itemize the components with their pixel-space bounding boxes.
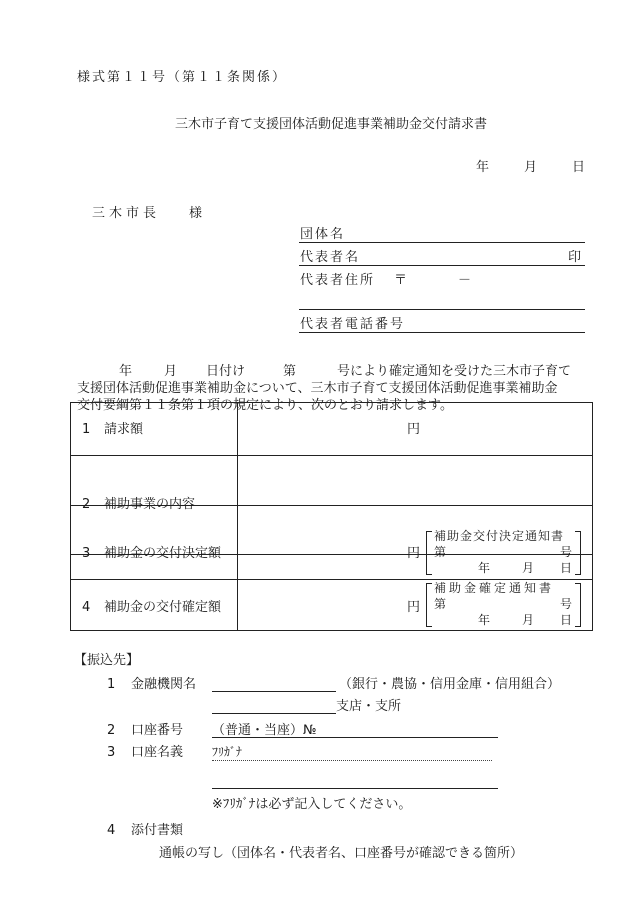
rep-name-field[interactable] — [299, 265, 585, 266]
row4-notice-no-prefix: 第 — [434, 597, 447, 611]
transfer-heading: 【振込先】 — [74, 653, 140, 668]
request-amount-field[interactable] — [237, 403, 592, 454]
body-line3: 交付要綱第１１条第１項の規定により、次のとおり請求します。 — [77, 398, 453, 413]
row3-notice-no-suffix: 号 — [560, 545, 573, 559]
postal-dash: － — [458, 273, 472, 288]
row4-day: 日 — [560, 613, 573, 627]
furigana-field[interactable] — [212, 760, 492, 761]
row4-yen: 円 — [407, 600, 421, 615]
row3-day: 日 — [560, 561, 573, 575]
body-line1-rest: 号により確定通知を受けた三木市子育て — [337, 364, 572, 379]
row3-notice-title: 補助金交付決定通知書 — [434, 529, 565, 543]
row4-label: 補助金の交付確定額 — [104, 600, 222, 615]
bank-name-field[interactable] — [212, 691, 336, 692]
row3-label: 補助金の交付決定額 — [104, 546, 222, 561]
transfer-item4-number: 4 — [107, 823, 116, 838]
row3-month: 月 — [522, 561, 535, 575]
row4-bracket-left — [426, 583, 432, 627]
row3-bracket-right — [575, 531, 581, 575]
address-label: 代表者住所 — [300, 273, 376, 288]
row4-notice-no-suffix: 号 — [560, 597, 573, 611]
row1-number: 1 — [82, 422, 91, 437]
transfer-item2-number: 2 — [107, 723, 116, 738]
row1-yen: 円 — [407, 422, 421, 437]
account-type-options: （普通・当座）№ — [212, 723, 317, 738]
row3-number: 3 — [82, 546, 91, 561]
addressee-honorific: 様 — [189, 206, 203, 221]
address-field[interactable] — [299, 309, 585, 310]
account-holder-label: 口座名義 — [131, 745, 184, 760]
date-year-label: 年 — [476, 160, 490, 175]
furigana-note: ※ﾌﾘｶﾞﾅは必ず記入してください。 — [212, 797, 412, 812]
row3-bracket-left — [426, 531, 432, 575]
branch-suffix: 支店・支所 — [336, 699, 402, 714]
bank-name-label: 金融機関名 — [131, 677, 197, 692]
account-number-label: 口座番号 — [131, 723, 184, 738]
row2-label: 補助事業の内容 — [104, 497, 196, 512]
org-name-label: 団体名 — [300, 227, 346, 242]
body-year: 年 — [119, 364, 133, 379]
row3-notice-no-prefix: 第 — [434, 545, 447, 559]
body-number-prefix: 第 — [283, 364, 297, 379]
seal-mark: 印 — [568, 250, 582, 265]
table-row-divider — [71, 579, 592, 580]
row4-notice-title: 補助金確定通知書 — [434, 581, 555, 595]
bank-type-options: （銀行・農協・信用金庫・信用組合） — [339, 677, 561, 692]
rep-name-label: 代表者名 — [300, 250, 361, 265]
body-dated: 日付け — [206, 364, 246, 379]
project-content-field[interactable] — [237, 455, 592, 504]
org-name-field[interactable] — [299, 242, 585, 243]
date-month-label: 月 — [524, 160, 538, 175]
postal-mark: 〒 — [394, 273, 408, 288]
row4-year: 年 — [478, 613, 491, 627]
transfer-item3-number: 3 — [107, 745, 116, 760]
row4-bracket-right — [575, 583, 581, 627]
account-number-field[interactable] — [212, 737, 498, 738]
row2-number: 2 — [82, 497, 91, 512]
furigana-label: ﾌﾘｶﾞﾅ — [212, 745, 243, 759]
branch-name-field[interactable] — [212, 713, 336, 714]
date-day-label: 日 — [572, 160, 586, 175]
row4-month: 月 — [522, 613, 535, 627]
document-title: 三木市子育て支援団体活動促進事業補助金交付請求書 — [175, 117, 488, 132]
attachments-detail: 通帳の写し（団体名・代表者名、口座番号が確認できる箇所） — [159, 846, 524, 861]
row3-year: 年 — [478, 561, 491, 575]
phone-label: 代表者電話番号 — [300, 317, 406, 332]
attachments-label: 添付書類 — [131, 823, 184, 838]
transfer-item1-number: 1 — [107, 677, 116, 692]
body-month: 月 — [164, 364, 178, 379]
body-line2: 支援団体活動促進事業補助金について、三木市子育て支援団体活動促進事業補助金 — [77, 381, 558, 396]
addressee-name: 三木市長 — [92, 206, 161, 221]
row4-number: 4 — [82, 600, 91, 615]
form-number: 様式第１１号（第１１条関係） — [77, 70, 288, 85]
phone-field[interactable] — [299, 332, 585, 333]
row1-label: 請求額 — [104, 422, 144, 437]
row3-yen: 円 — [407, 546, 421, 561]
account-holder-field[interactable] — [212, 788, 498, 789]
